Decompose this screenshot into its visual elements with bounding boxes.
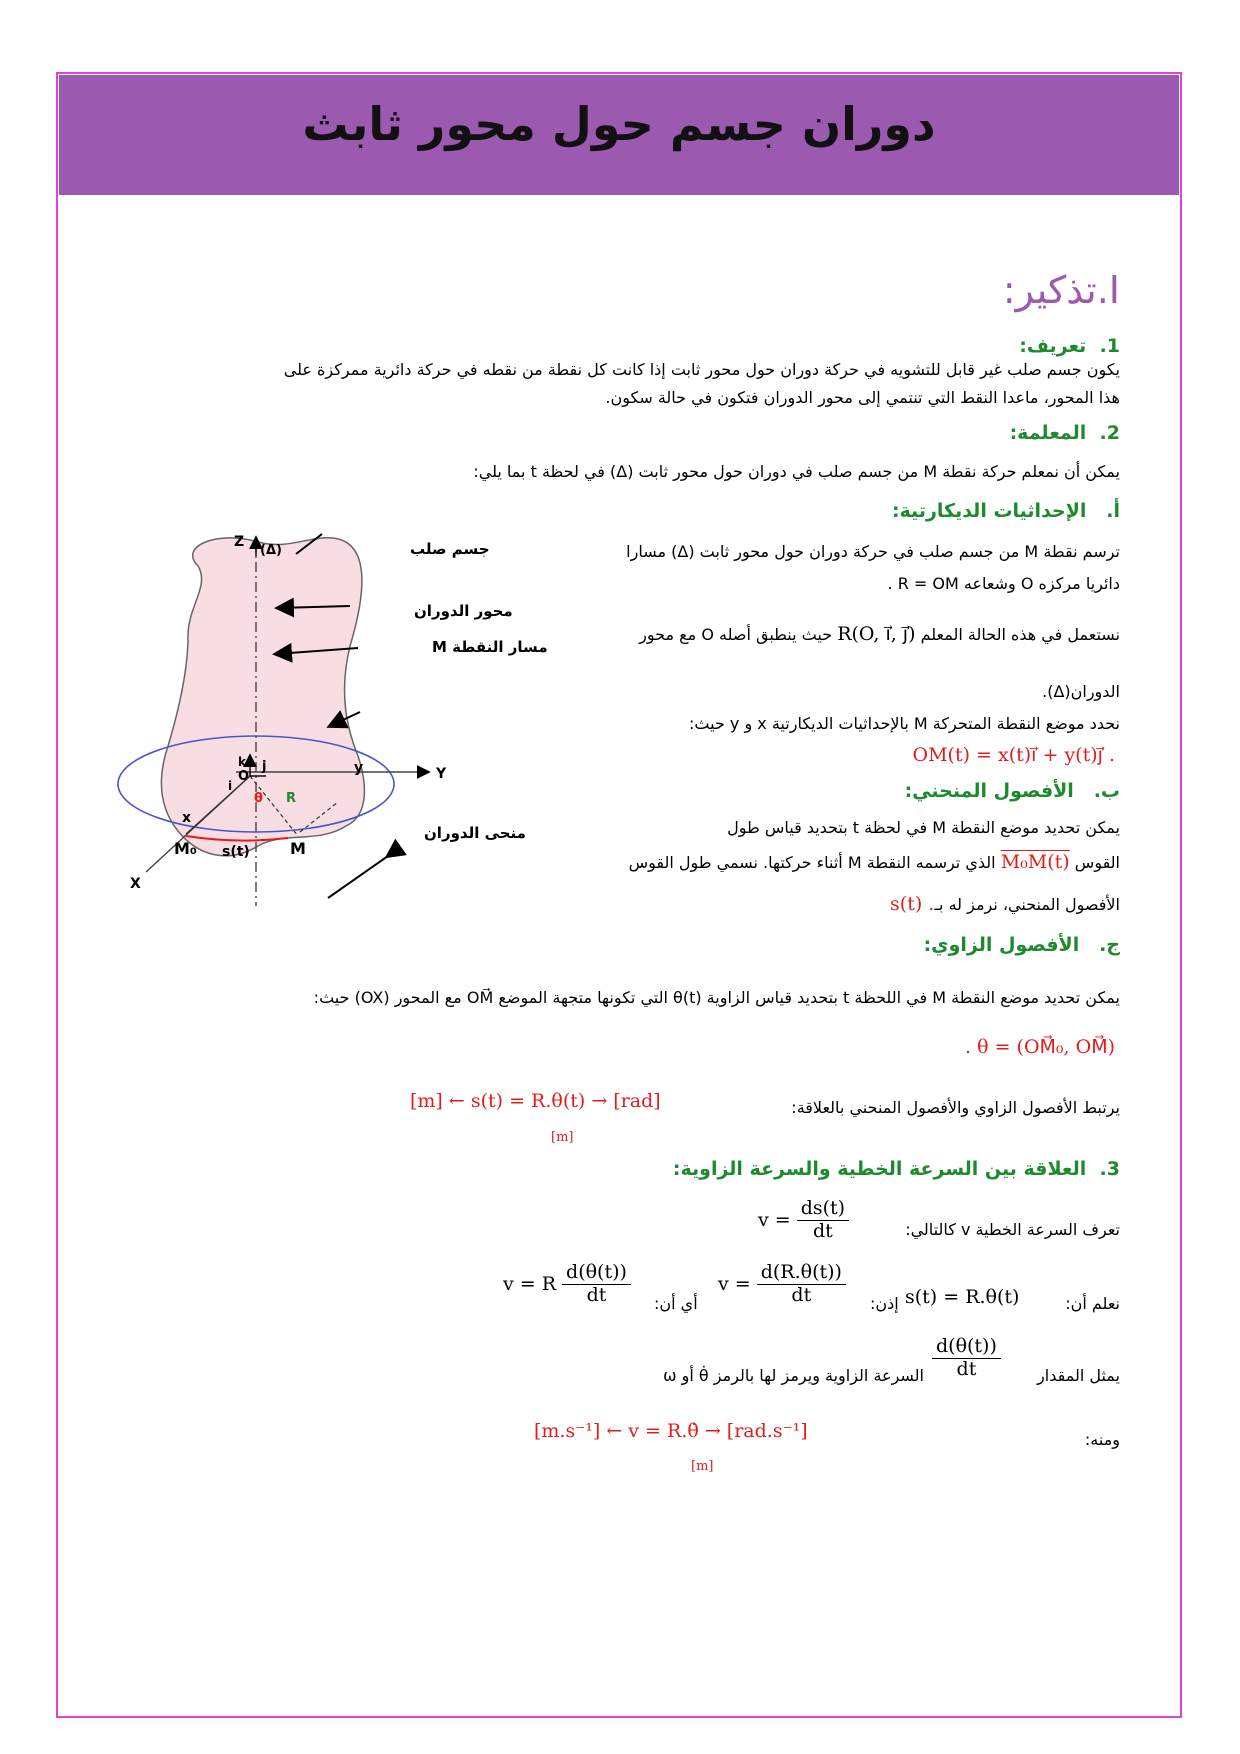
figure-label-path: مسار النقطة M xyxy=(432,638,548,656)
figure-label-x-small: x xyxy=(182,810,192,826)
page-title: دوران جسم حول محور ثابث xyxy=(302,97,936,151)
cartesian-line-4: الدوران(Δ). xyxy=(1042,682,1120,701)
ie-num: d(θ(t)) xyxy=(562,1262,631,1285)
quantity-den: dt xyxy=(956,1357,977,1380)
curvilinear-line-2b: الذي ترسمه النقطة M أثناء حركتها. نسمي طول القوس xyxy=(628,853,996,872)
figure-label-m0: M₀ xyxy=(174,839,197,858)
ie-den: dt xyxy=(586,1283,607,1306)
figure-label-j: j xyxy=(262,759,267,774)
title-banner xyxy=(59,75,1179,195)
then-fraction xyxy=(757,1262,846,1307)
speed-def-num: ds(t) xyxy=(797,1198,849,1221)
figure-label-o: O xyxy=(238,769,250,784)
final-relation: [m.s⁻¹] ← v = R.θ̇ → [rad.s⁻¹] xyxy=(534,1420,808,1442)
curvilinear-line-2 xyxy=(500,848,1120,877)
figure-label-m: M xyxy=(290,839,306,858)
arc-math: M₀M(t) xyxy=(1000,851,1070,873)
section-title: تذكير: xyxy=(1002,268,1097,312)
curvilinear-line-3a: الأفصول المنحني، نرمز له بـ xyxy=(934,895,1120,914)
figure-label-rotation: منحى الدوران xyxy=(424,824,526,842)
then-num: d(R.θ(t)) xyxy=(757,1262,846,1285)
figure-label-x-axis: X xyxy=(130,876,141,892)
speed-def-lhs: v = xyxy=(758,1209,791,1232)
figure-label-axis: محور الدوران xyxy=(414,602,513,620)
reference-number: 2. xyxy=(1099,422,1120,444)
then-lhs: v = xyxy=(718,1273,751,1296)
curvilinear-line-3 xyxy=(890,890,1120,919)
speed-title: العلاقة بين السرعة الخطية والسرعة الزاوية: xyxy=(672,1158,1087,1180)
quantity-num: d(θ(t)) xyxy=(932,1336,1001,1359)
section-heading xyxy=(1003,268,1120,312)
cartesian-equation: OM(t) = x(t)i⃗ + y(t)j⃗ . xyxy=(912,744,1115,766)
definition-number: 1. xyxy=(1099,335,1120,357)
definition-line-2: هذا المحور، ماعدا النقط التي تنتمي إلى محور الدوران فتكون في حالة سكون. xyxy=(605,388,1120,407)
cartesian-line-3b: حيث ينطبق أصله O مع محور xyxy=(639,625,833,644)
reference-title: المعلمة: xyxy=(1009,422,1087,444)
definition-line-1: يكون جسم صلب غير قابل للتشويه في حركة دوران حول محور ثابت إذا كانت كل نقطة من نقطه في حركة دائرية ممركزة على xyxy=(283,360,1120,379)
ie-fraction xyxy=(562,1262,631,1307)
cartesian-heading xyxy=(892,500,1120,522)
angular-title: الأفصول الزاوي: xyxy=(923,934,1080,956)
speed-definition xyxy=(758,1198,849,1243)
solid-body-shape xyxy=(161,538,364,856)
figure-label-theta: θ xyxy=(254,791,263,806)
quantity-fraction xyxy=(932,1336,1001,1381)
cartesian-letter: أ. xyxy=(1106,500,1120,522)
reference-heading xyxy=(1010,422,1120,444)
curvilinear-symbol: s(t) . xyxy=(890,893,935,915)
figure-label-y-small: y xyxy=(354,760,364,776)
cartesian-line-1: ترسم نقطة M من جسم صلب في حركة دوران حول محور ثابت (Δ) مسارا xyxy=(626,542,1120,561)
angular-letter: ج. xyxy=(1099,934,1120,956)
cartesian-line-3 xyxy=(500,620,1120,649)
figure-label-solid: جسم صلب xyxy=(410,540,490,558)
cartesian-line-5: نحدد موضع النقطة المتحركة M بالإحداثيات الديكارتية x و y حيث: xyxy=(689,714,1120,733)
hence-label: ومنه: xyxy=(1084,1430,1120,1449)
angular-relation: [m] ← s(t) = R.θ(t) → [rad] xyxy=(410,1090,661,1112)
reference-frame-math: R(O, i⃗, j⃗) xyxy=(837,623,916,645)
figure-label-i: i xyxy=(228,779,233,793)
curvilinear-letter: ب. xyxy=(1093,780,1120,802)
definition-title: تعريف: xyxy=(1019,335,1087,357)
reference-line: يمكن أن نمعلم حركة نقطة M من جسم صلب في دوران حول محور ثابت (Δ) في لحظة t بما يلي: xyxy=(473,462,1120,481)
curvilinear-heading xyxy=(905,780,1120,802)
section-number: I. xyxy=(1096,268,1120,312)
cartesian-title: الإحداثيات الديكارتية: xyxy=(891,500,1087,522)
then-label: إذن: xyxy=(870,1294,899,1313)
rotation-figure xyxy=(118,526,548,932)
speed-def-den: dt xyxy=(812,1219,833,1242)
angular-equation: . θ = (OM⃗₀, OM⃗) xyxy=(965,1036,1115,1058)
curvilinear-line-2a: القوس xyxy=(1074,853,1120,872)
speed-line-1: تعرف السرعة الخطية v كالتالي: xyxy=(905,1220,1120,1239)
cartesian-line-3a: نستعمل في هذه الحالة المعلم xyxy=(920,625,1120,644)
speed-number: 3. xyxy=(1099,1158,1120,1180)
curvilinear-title: الأفصول المنحني: xyxy=(904,780,1074,802)
cartesian-line-2: دائريا مركزه O وشعاعه R = OM . xyxy=(887,574,1120,593)
figure-label-delta: (Δ) xyxy=(260,543,282,558)
definition-heading xyxy=(1019,335,1120,357)
quantity-text: السرعة الزاوية ويرمز لها بالرمز θ̇ أو ω xyxy=(663,1366,924,1385)
curvilinear-line-1: يمكن تحديد موضع النقطة M في لحظة t بتحديد قياس طول xyxy=(727,818,1120,837)
angular-heading xyxy=(924,934,1120,956)
speed-def-fraction xyxy=(797,1198,849,1243)
then-equation xyxy=(718,1262,846,1307)
figure-label-z: Z xyxy=(234,534,245,550)
know-equation: s(t) = R.θ(t) xyxy=(905,1286,1020,1308)
speed-heading xyxy=(673,1158,1120,1180)
know-label: نعلم أن: xyxy=(1065,1294,1120,1313)
figure-label-y-axis: Y xyxy=(436,766,447,782)
ie-equation xyxy=(503,1262,631,1307)
figure-label-k: k xyxy=(238,755,246,769)
figure-label-st: s(t) xyxy=(222,844,250,860)
final-relation-unit: [m] xyxy=(691,1459,714,1474)
figure-label-r: R xyxy=(286,791,297,806)
quantity-label: يمثل المقدار xyxy=(1037,1366,1120,1385)
ie-label: أي أن: xyxy=(654,1294,698,1313)
angular-relation-unit: [m] xyxy=(551,1130,574,1145)
then-den: dt xyxy=(791,1283,812,1306)
angular-line-1: يمكن تحديد موضع النقطة M في اللحظة t بتحديد قياس الزاوية θ(t) التي تكونها متجهة الموضع OM⃗ مع المحور (OX) حيث: xyxy=(313,988,1120,1007)
angular-line-2: يرتبط الأفصول الزاوي والأفصول المنحني بالعلاقة: xyxy=(791,1098,1120,1117)
ie-lhs: v = R xyxy=(503,1273,557,1296)
